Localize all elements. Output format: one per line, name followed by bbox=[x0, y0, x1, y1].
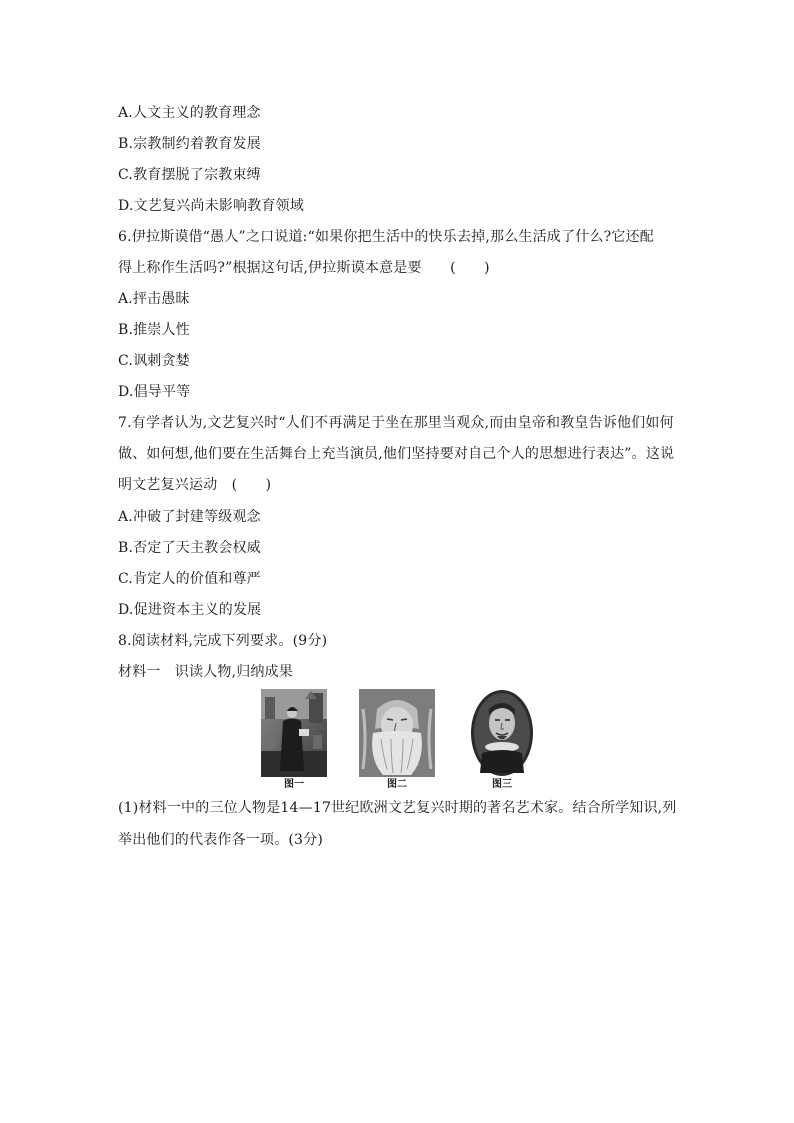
figure-2-caption: 图二 bbox=[387, 779, 407, 790]
question-6-line-2: 得上称作生活吗?”根据这句话,伊拉斯谟本意是要 ( ) bbox=[118, 260, 490, 276]
option-a-q7: A.冲破了封建等级观念 bbox=[118, 509, 261, 525]
portrait-figures bbox=[0, 689, 794, 799]
figure-3-caption: 图三 bbox=[492, 779, 512, 790]
option-b-q6: B.推崇人性 bbox=[118, 322, 190, 338]
option-c-q6: C.讽刺贪婪 bbox=[118, 353, 190, 369]
option-d-q7: D.促进资本主义的发展 bbox=[118, 602, 262, 618]
sub-question-1-line-2: 举出他们的代表作各一项。(3分) bbox=[118, 832, 324, 848]
figure-1-image bbox=[261, 689, 327, 777]
question-7-line-3: 明文艺复兴运动 ( ) bbox=[118, 477, 272, 493]
option-a-q5: A.人文主义的教育理念 bbox=[118, 105, 261, 121]
option-c-q7: C.肯定人的价值和尊严 bbox=[118, 571, 261, 587]
figure-3-image bbox=[470, 689, 534, 777]
option-a-q6: A.抨击愚昧 bbox=[118, 291, 190, 307]
option-c-q5: C.教育摆脱了宗教束缚 bbox=[118, 167, 261, 183]
option-d-q6: D.倡导平等 bbox=[118, 384, 191, 400]
option-b-q7: B.否定了天主教会权威 bbox=[118, 540, 261, 556]
question-6-line-1: 6.伊拉斯谟借“愚人”之口说道:“如果你把生活中的快乐去掉,那么生活成了什么?它还配 bbox=[118, 229, 654, 245]
question-7-line-1: 7.有学者认为,文艺复兴时“人们不再满足于坐在那里当观众,而由皇帝和教皇告诉他们如何 bbox=[118, 415, 674, 431]
option-b-q5: B.宗教制约着教育发展 bbox=[118, 136, 261, 152]
option-d-q5: D.文艺复兴尚未影响教育领域 bbox=[118, 198, 304, 214]
sub-question-1-line-1: (1)材料一中的三位人物是14—17世纪欧洲文艺复兴时期的著名艺术家。结合所学知识,列 bbox=[118, 800, 677, 816]
figure-2-image bbox=[359, 689, 435, 777]
figure-1-caption: 图一 bbox=[284, 779, 304, 790]
question-8-heading: 8.阅读材料,完成下列要求。(9分) bbox=[118, 633, 328, 649]
question-7-line-2: 做、如何想,他们要在生活舞台上充当演员,他们坚持要对自己个人的思想进行表达”。这说 bbox=[118, 446, 675, 462]
material-1-heading: 材料一 识读人物,归纳成果 bbox=[118, 664, 294, 680]
